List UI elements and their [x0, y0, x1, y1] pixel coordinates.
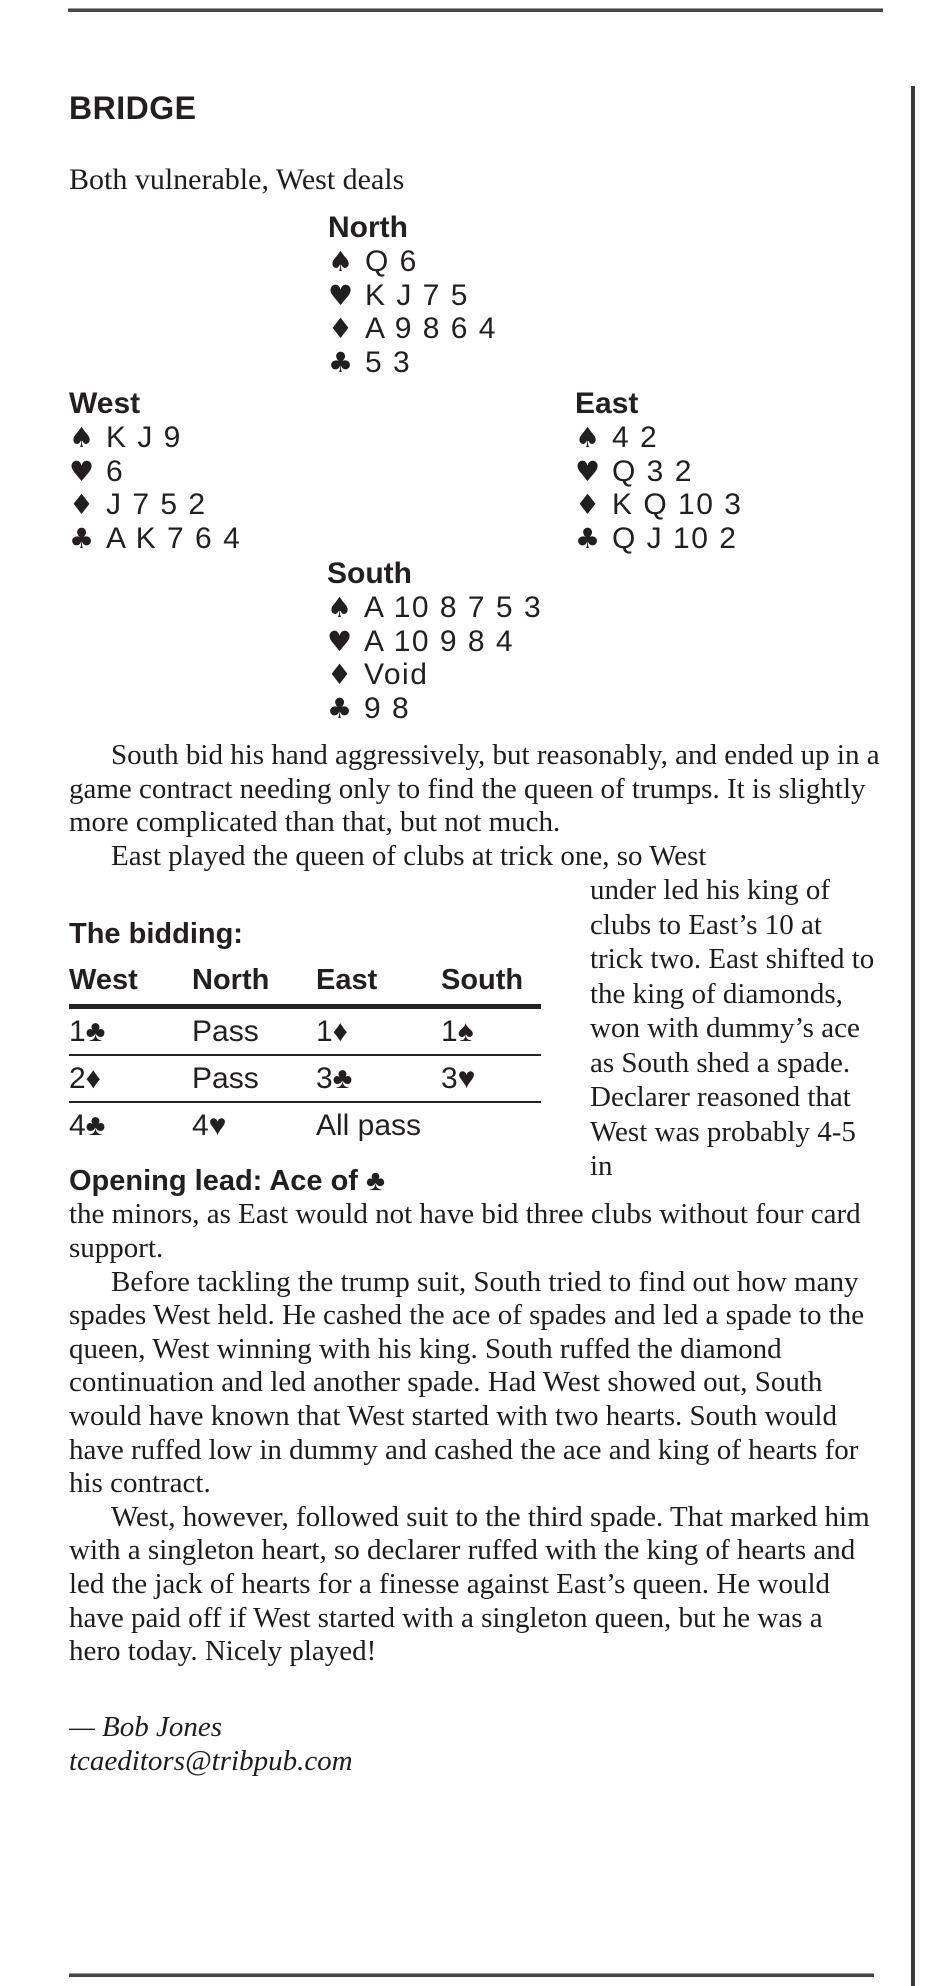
bidding-row-3: [69, 1102, 541, 1148]
bid-cell: 3♣: [316, 1055, 441, 1102]
bid-cell: 1♣: [69, 1007, 192, 1056]
east-heart-cards: Q 3 2: [612, 454, 693, 488]
hand-west: [69, 387, 241, 555]
article-content: [69, 0, 881, 1779]
bid-cell: 1♠: [441, 1007, 541, 1056]
bidding-row-2: [69, 1055, 541, 1102]
paragraph-2-wrapped: under led his king of clubs to East’s 10 at trick two. East shifted to the king of diamonds, won with dummy’s ace as South shed a spade. Declarer reasoned that West was probably 4-5 in: [590, 874, 875, 1183]
page-title: BRIDGE: [69, 90, 197, 126]
east-spade-cards: 4 2: [612, 421, 659, 454]
bidding-heading: The bidding:: [69, 918, 243, 951]
bidding-row-1: [69, 1007, 541, 1056]
bidding-col-east: East: [316, 964, 441, 1007]
bid-cell: Pass: [192, 1007, 316, 1056]
hand-south: [327, 557, 542, 725]
paragraph-1: South bid his hand aggressively, but reasonably, and ended up in a game contract needing only to find the queen of trumps. It is slightly more complicated than that, but not much.: [69, 739, 880, 839]
west-diamond-cards: J 7 5 2: [106, 488, 207, 521]
east-clubs: [575, 522, 742, 556]
club-icon: ♣: [327, 691, 353, 725]
bidding-col-west: West: [69, 964, 192, 1007]
east-diamonds: [575, 488, 742, 522]
paragraph-4: West, however, followed suit to the third spade. That marked him with a singleton heart, so declarer ruffed with the king of hearts and led the jack of hearts for a finesse against East’s queen. He would have paid off if West started with a singleton queen, but he was a hero today. Nicely played!: [69, 1500, 870, 1668]
bid-cell: Pass: [192, 1055, 316, 1102]
west-spades: [69, 421, 241, 455]
spade-icon: ♠: [69, 421, 95, 454]
bidding-col-south: South: [441, 964, 541, 1007]
south-diamonds: [327, 658, 542, 692]
bid-cell: 4♥: [192, 1109, 227, 1143]
east-diamond-cards: K Q 10 3: [612, 488, 743, 521]
hand-label-west: West: [69, 387, 141, 420]
east-hearts: [575, 455, 742, 489]
north-heart-cards: K J 7 5: [365, 278, 469, 312]
bid-cell: 3♥: [441, 1055, 541, 1102]
bottom-divider: [69, 1973, 874, 1977]
north-hearts: [328, 279, 497, 313]
club-icon: ♣: [69, 521, 95, 555]
author-byline: — Bob Jones: [69, 1710, 223, 1743]
hand-diagram: [69, 211, 881, 727]
south-hearts: [327, 625, 542, 659]
west-club-cards: A K 7 6 4: [106, 521, 242, 555]
hand-label-east: East: [575, 387, 639, 420]
paragraph-3: Before tackling the trump suit, South tried to find out how many spades West held. He cashed the ace of spades and led a spade to the queen, West winning with his king. South ruffed the diamond continuation and led another spade. Had West showed out, South would have known that West started with two hearts. South would have ruffed low in dummy and cashed the ace and king of hearts for his contract.: [69, 1265, 865, 1500]
hand-label-south: South: [327, 557, 412, 590]
north-diamonds: [328, 312, 497, 346]
west-hearts: [69, 455, 241, 489]
north-spade-cards: Q 6: [365, 245, 418, 278]
diamond-icon: ♦: [327, 658, 353, 691]
spade-icon: ♠: [575, 421, 601, 454]
diamond-icon: ♦: [69, 488, 95, 521]
east-club-cards: Q J 10 2: [612, 521, 738, 555]
opening-lead: Opening lead: Ace of ♣: [69, 1165, 386, 1198]
bidding-header-row: [69, 964, 541, 1007]
hand-north: [328, 211, 497, 379]
north-diamond-cards: A 9 8 6 4: [365, 312, 497, 345]
west-heart-cards: 6: [106, 454, 125, 488]
column-separator-rule: [911, 86, 915, 1986]
diamond-icon: ♦: [328, 312, 354, 345]
heart-icon: ♥: [575, 454, 601, 488]
north-clubs: [328, 346, 497, 380]
club-icon: ♣: [328, 345, 354, 379]
heart-icon: ♥: [328, 278, 354, 312]
north-club-cards: 5 3: [365, 345, 412, 379]
south-spade-cards: A 10 8 7 5 3: [364, 591, 543, 624]
north-spades: [328, 245, 497, 279]
south-spades: [327, 591, 542, 625]
bid-cell: 4♣: [69, 1109, 106, 1143]
south-heart-cards: A 10 9 8 4: [364, 624, 515, 658]
hand-label-north: North: [328, 211, 408, 244]
south-club-cards: 9 8: [364, 691, 411, 725]
club-icon: ♣: [575, 521, 601, 555]
spade-icon: ♠: [328, 245, 354, 278]
author-email[interactable]: tcaeditors@tribpub.com: [69, 1745, 353, 1778]
heart-icon: ♥: [327, 624, 353, 658]
spade-icon: ♠: [327, 591, 353, 624]
bidding-table: [69, 964, 541, 1148]
west-spade-cards: K J 9: [106, 421, 182, 454]
hand-east: [575, 387, 742, 555]
south-diamond-cards: Void: [364, 658, 429, 691]
deal-info: Both vulnerable, West deals: [69, 163, 405, 196]
bidding-block: [69, 873, 590, 1198]
west-clubs: [69, 522, 241, 556]
signature-block: [69, 1710, 881, 1779]
east-spades: [575, 421, 742, 455]
bidding-col-north: North: [192, 964, 316, 1007]
paragraph-2-intro: East played the queen of clubs at trick one, so West: [111, 839, 707, 872]
bid-cell: All pass: [316, 1109, 422, 1143]
bid-cell: 1♦: [316, 1007, 441, 1056]
diamond-icon: ♦: [575, 488, 601, 521]
bidding-and-wrap-row: [69, 873, 881, 1198]
south-clubs: [327, 692, 542, 726]
bid-cell: [441, 1102, 541, 1148]
heart-icon: ♥: [69, 454, 95, 488]
paragraph-2-continued: the minors, as East would not have bid three clubs without four card support.: [69, 1198, 861, 1264]
bid-cell: 2♦: [69, 1055, 192, 1102]
west-diamonds: [69, 488, 241, 522]
